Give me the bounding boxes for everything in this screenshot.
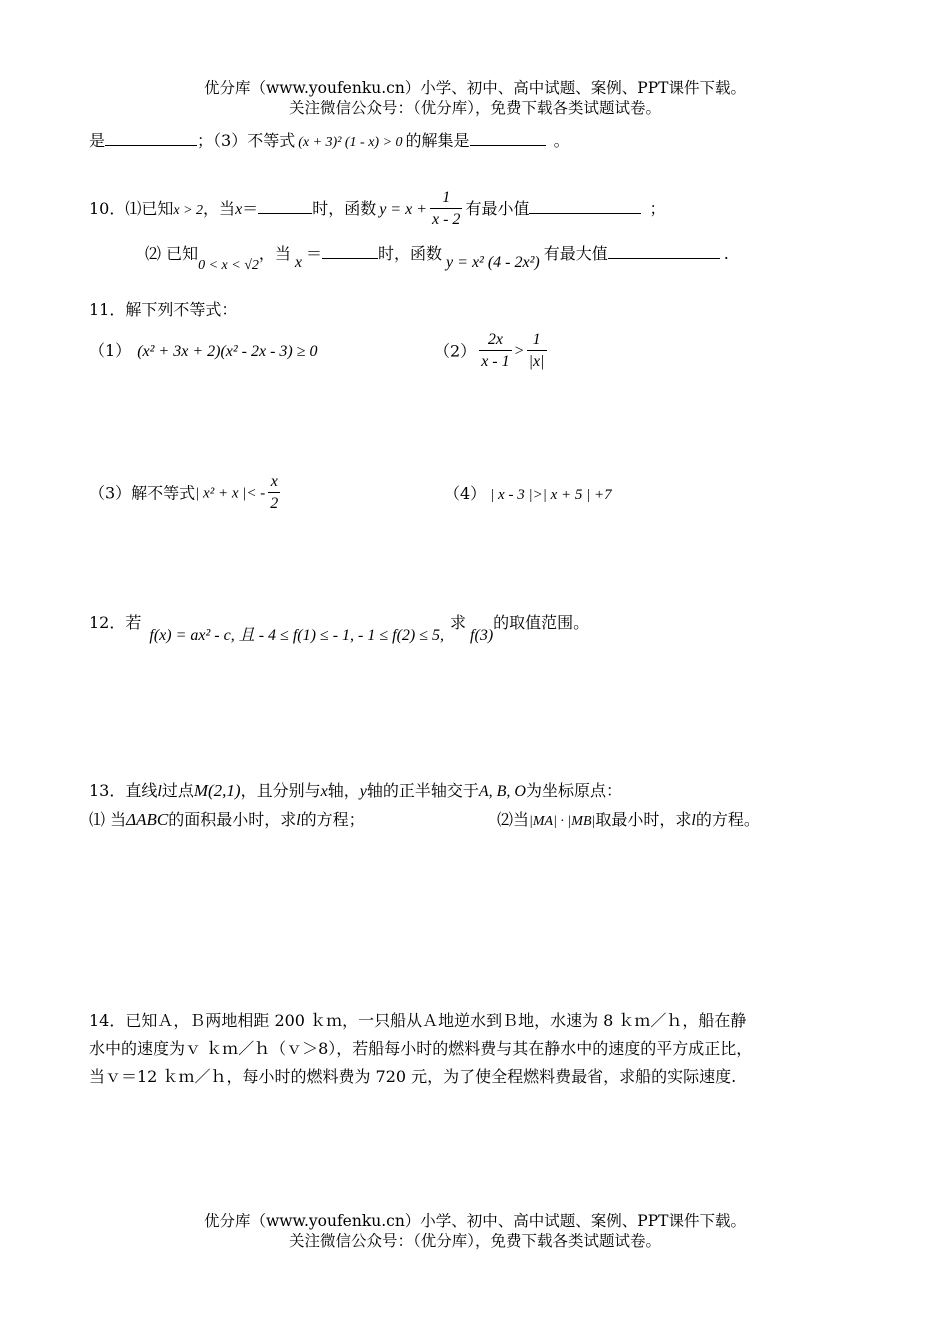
question-13-stem: 13．直线l过点M(2,1)，且分别与x轴，y轴的正半轴交于A, B, O为坐标原点： bbox=[89, 781, 622, 800]
question-14-line2: 水中的速度为ｖ ｋｍ／ｈ（ｖ＞8），若船每小时的燃料费与其在静水中的速度的平方成正比， bbox=[89, 1039, 753, 1058]
answer-blank[interactable] bbox=[529, 199, 641, 214]
question-13-part1: ⑴ 当ΔABC的面积最小时，求l的方程； bbox=[89, 810, 365, 829]
page-footer-line2: 关注微信公众号：（优分库），免费下载各类试题试卷。 bbox=[288, 1232, 661, 1250]
inequality-expr: (x + 3)² (1 - x) > 0 bbox=[298, 135, 403, 150]
page-header-line1: 优分库（www.youfenku.cn）小学、初中、高中试题、案例、PPT课件下载。 bbox=[203, 79, 747, 97]
question-14-line3: 当ｖ＝12 ｋｍ／ｈ，每小时的燃料费为 720 元，为了使全程燃料费最省，求船的实际速度. bbox=[89, 1067, 737, 1086]
question-10-part2: ⑵ 已知0 < x < √2，当 x ＝ 时，函数 y = x² (4 - 2x²) 有最大值 . bbox=[145, 244, 729, 273]
question-11-part1: （1） (x² + 3x + 2)(x² - 2x - 3) ≥ 0 bbox=[89, 341, 318, 360]
question-10-part1: 10．⑴已知x > 2，当x＝ 时，函数 y = x + $\frac{1}{x - 2}$ 有最小值 ； bbox=[89, 188, 665, 231]
q9-continuation: 是 ；（3）不等式 (x + 3)² (1 - x) > 0 的解集是 。 bbox=[89, 131, 570, 150]
question-12: 12．若f(x) = ax² - c, 且 - 4 ≤ f(1) ≤ - 1, - 1 ≤ f(2) ≤ 5,求f(3)的取值范围。 bbox=[89, 613, 590, 644]
page-footer-line1: 优分库（www.youfenku.cn）小学、初中、高中试题、案例、PPT课件下载。 bbox=[203, 1212, 747, 1230]
page-header-line2: 关注微信公众号：（优分库），免费下载各类试题试卷。 bbox=[288, 99, 661, 117]
fraction: $\frac{2x}{x - 1}$ bbox=[479, 330, 511, 373]
question-11-part3: （3）解不等式| x² + x |< - $\frac{x}{2}$ bbox=[89, 472, 283, 515]
answer-blank[interactable] bbox=[470, 131, 546, 146]
question-11-part4: （4） | x - 3 |>| x + 5 | +7 bbox=[444, 484, 612, 503]
fraction: $\frac{x}{2}$ bbox=[268, 472, 280, 515]
question-11-title: 11．解下列不等式： bbox=[89, 300, 238, 319]
fraction: $\frac{1}{x - 2}$ bbox=[430, 188, 462, 231]
question-11-part2: （2） $\frac{2x}{x - 1}$ > $\frac{1}{|x|}$ bbox=[434, 330, 550, 373]
answer-blank[interactable] bbox=[258, 199, 312, 214]
answer-blank[interactable] bbox=[608, 244, 720, 259]
answer-blank[interactable] bbox=[322, 244, 378, 259]
question-14-line1: 14．已知Ａ，Ｂ两地相距 200 ｋｍ，一只船从Ａ地逆水到Ｂ地，水速为 8 ｋｍ／ｈ，船在静 bbox=[89, 1011, 747, 1030]
answer-blank[interactable] bbox=[105, 131, 197, 146]
question-13-part2: ⑵当|MA| · |MB|取最小时，求l的方程。 bbox=[497, 810, 760, 829]
fraction: $\frac{1}{|x|}$ bbox=[527, 330, 547, 373]
